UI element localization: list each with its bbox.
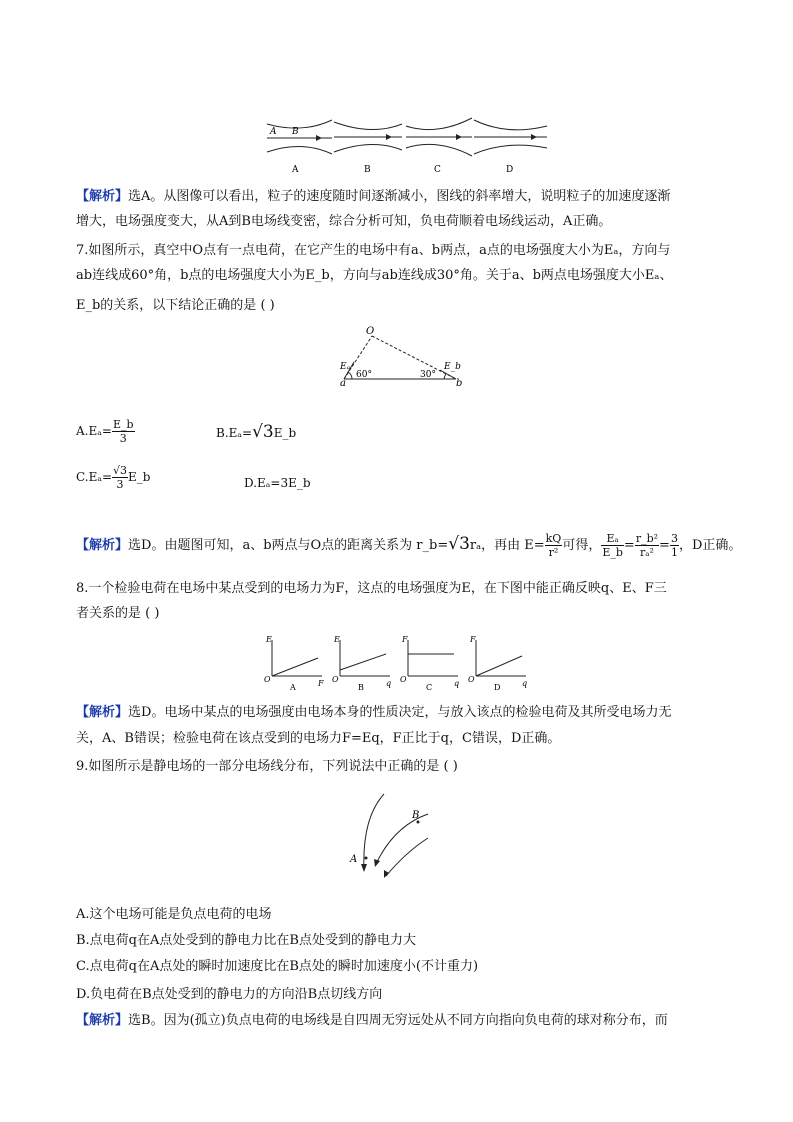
- graph-b-y-label: E: [334, 635, 340, 644]
- q7-angle-a: 60°: [356, 370, 372, 380]
- q7-stem-line3: E_b的关系，以下结论正确的是 ( ): [76, 298, 275, 313]
- q7-label-b: b: [456, 378, 463, 389]
- q8-stem-line1: 8.一个检验电荷在电场中某点受到的电场力为F，这点的电场强度为E，在下图中能正确反映q、E、F三: [76, 581, 667, 596]
- q6-analysis-line1: [76, 188, 670, 206]
- frac-den: rₐ²: [639, 546, 654, 559]
- q6-label-a-point: A: [270, 127, 277, 137]
- option-prefix: A.Eₐ=: [76, 424, 112, 438]
- analysis-text: 选D。由题图可知，a、b两点与O点的距离关系为 r_b=: [128, 538, 449, 553]
- q7-label-ea: Eₐ: [340, 362, 350, 372]
- option-prefix: C.Eₐ=: [76, 470, 113, 484]
- graph-b-caption: B: [358, 683, 364, 692]
- graph-d-caption: D: [494, 683, 501, 692]
- q8-stem-line2: 者关系的是 ( ): [76, 606, 160, 621]
- frac-num: √3: [113, 464, 128, 477]
- q7-option-c: [76, 464, 150, 491]
- q7-angle-b: 30°: [420, 370, 436, 380]
- graph-a-caption: A: [290, 683, 296, 692]
- q7-option-d: D.Eₐ=3E_b: [244, 476, 311, 490]
- sqrt-symbol: √3: [448, 534, 470, 554]
- equals-sign: =: [623, 538, 635, 553]
- q8-analysis-line1: [76, 704, 671, 722]
- graph-c-caption: C: [426, 683, 433, 692]
- frac-den: 3: [116, 478, 124, 491]
- graph-c-origin: O: [400, 675, 407, 684]
- option-prefix: B.Eₐ=: [216, 426, 253, 440]
- q9-option-b: B.点电荷q在A点处受到的静电力比在B点处受到的静电力大: [76, 933, 416, 948]
- frac-num: E_b: [112, 418, 134, 431]
- q9-label-a: A: [350, 854, 358, 865]
- frac-num: Eₐ: [601, 532, 624, 546]
- frac-num: r_b²: [635, 532, 659, 545]
- analysis-tag: 【解析】: [76, 1013, 129, 1028]
- graph-a-y-label: E: [266, 635, 272, 644]
- q9-stem: 9.如图所示是静电场的一部分电场线分布，下列说法中正确的是 ( ): [76, 759, 458, 774]
- frac-num: kQ: [545, 532, 562, 545]
- q8-graphs-figure: [260, 632, 530, 692]
- q7-option-b: [216, 422, 296, 442]
- analysis-text: 选D。电场中某点的电场强度由电场本身的性质决定，与放入该点的检验电荷及其所受电场力无: [128, 705, 672, 720]
- analysis-text: 选B。因为(孤立)负点电荷的电场线是自四周无穷远处从不同方向指向负电荷的球对称分布，而: [128, 1013, 668, 1028]
- q8-analysis-line2: 关，A、B错误；检验电荷在该点受到的电场力F=Eq，F正比于q，C错误，D正确。: [76, 731, 561, 746]
- frac-den: 1: [670, 546, 678, 559]
- q9-field-lines-figure: [344, 790, 444, 880]
- q6-fig-label-a: A: [292, 165, 299, 175]
- q6-fig-label-d: D: [506, 165, 514, 175]
- graph-d-origin: O: [468, 675, 475, 684]
- q7-label-o: O: [366, 326, 375, 337]
- option-suffix: E_b: [128, 470, 151, 484]
- q7-triangle-figure: [336, 324, 466, 389]
- frac-num: 3: [670, 532, 678, 545]
- q6-analysis-line2: 增大，电场强度变大，从A到B电场线变密，综合分析可知，负电荷顺着电场线运动，A正确。: [76, 214, 612, 229]
- analysis-text: 可得，: [562, 538, 602, 553]
- frac-den: r²: [548, 546, 559, 559]
- graph-b-origin: O: [332, 675, 339, 684]
- q7-stem-line1: 7.如图所示，真空中O点有一点电荷，在它产生的电场中有a、b两点，a点的电场强度大小为Eₐ，方向与: [76, 243, 671, 258]
- graph-d-x-label: q: [522, 679, 528, 688]
- analysis-tag: 【解析】: [76, 189, 129, 204]
- q9-label-b: B: [412, 810, 420, 821]
- graph-c-x-label: q: [454, 679, 460, 688]
- q9-analysis-line1: [76, 1012, 668, 1030]
- frac-den: E_b: [602, 546, 623, 559]
- q9-option-c: C.点电荷q在A点处的瞬时加速度比在B点处的瞬时加速度小(不计重力): [76, 959, 479, 974]
- q9-option-a: A.这个电场可能是负点电荷的电场: [76, 907, 272, 922]
- q7-stem-line2: ab连线成60°角，b点的电场强度大小为E_b，方向与ab连线成30°角。关于a、b两点电场强度大小Eₐ、: [76, 268, 673, 283]
- q7-label-eb: E_b: [444, 362, 461, 372]
- analysis-text: rₐ，再由 E=: [469, 538, 545, 553]
- equals-sign: =: [659, 538, 670, 553]
- q6-fig-label-b: B: [364, 165, 371, 175]
- q6-label-b-point: B: [292, 127, 299, 137]
- analysis-tag: 【解析】: [76, 705, 129, 720]
- graph-c-y-label: F: [402, 635, 408, 644]
- frac-den: 3: [119, 432, 127, 445]
- q6-field-line-figure: [262, 112, 552, 176]
- q7-analysis: [76, 532, 741, 559]
- q6-fig-label-c: C: [434, 165, 441, 175]
- analysis-text: 选A。从图像可以看出，粒子的速度随时间逐渐减小，图线的斜率增大，说明粒子的加速度逐渐: [128, 189, 671, 204]
- option-suffix: E_b: [273, 426, 297, 440]
- analysis-tag: 【解析】: [76, 538, 129, 553]
- graph-b-x-label: q: [386, 679, 392, 688]
- graph-a-origin: O: [264, 675, 271, 684]
- q7-label-a: a: [340, 378, 346, 389]
- analysis-text: ，D正确。: [678, 538, 742, 553]
- sqrt-symbol: √3: [252, 422, 274, 442]
- q7-option-a: [76, 418, 135, 445]
- q9-option-d: D.负电荷在B点处受到的静电力的方向沿B点切线方向: [76, 987, 383, 1002]
- graph-d-y-label: F: [470, 635, 476, 644]
- graph-a-x-label: F: [318, 679, 324, 688]
